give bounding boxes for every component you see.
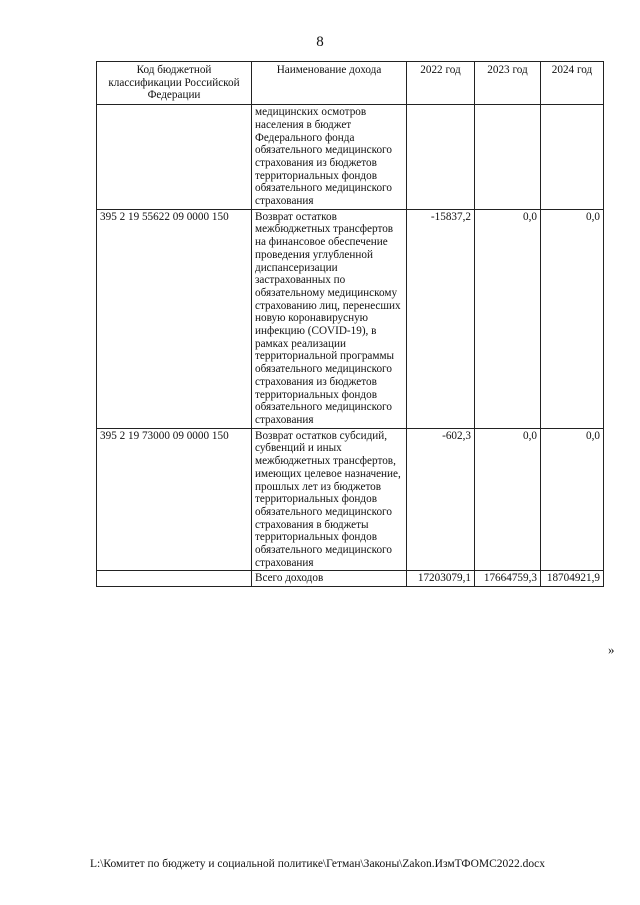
total-value-2022: 17203079,1 <box>407 571 475 587</box>
revenue-table <box>96 61 604 587</box>
row-code: 395 2 19 55622 09 0000 150 <box>97 209 252 428</box>
header-2023: 2023 год <box>475 62 541 105</box>
row-value-2024 <box>541 105 604 210</box>
total-value-2024: 18704921,9 <box>541 571 604 587</box>
row-value-2022: -15837,2 <box>407 209 475 428</box>
header-code: Код бюджетной классификации Российской Федерации <box>97 62 252 105</box>
table-row <box>97 428 604 571</box>
row-name: Возврат остатков межбюджетных трансфертов на финансовое обеспечение проведения углубленной диспансеризации застрахованных по обязательному медицинскому страхованию лиц, перенесших новую коронавирусную инфекцию (COVID-19), в рамках реализации территориальной программы обязательного медицинского страхования из бюджетов территориальных фондов обязательного медицинского страхования <box>252 209 407 428</box>
closing-quote: » <box>608 642 615 657</box>
row-name: медицинских осмотров населения в бюджет Федерального фонда обязательного медицинского страхования из бюджетов территориальных фондов обязательного медицинского страхования <box>252 105 407 210</box>
total-label: Всего доходов <box>252 571 407 587</box>
header-2022: 2022 год <box>407 62 475 105</box>
header-2024: 2024 год <box>541 62 604 105</box>
row-value-2022: -602,3 <box>407 428 475 571</box>
row-name: Возврат остатков субсидий, субвенций и иных межбюджетных трансфертов, имеющих целевое назначение, прошлых лет из бюджетов территориальных фондов обязательного медицинского страхования в бюджеты территориальных фондов обязательного медицинского страхования <box>252 428 407 571</box>
row-value-2023: 0,0 <box>475 428 541 571</box>
row-value-2024: 0,0 <box>541 209 604 428</box>
row-code <box>97 105 252 210</box>
table-row <box>97 105 604 210</box>
table-row <box>97 209 604 428</box>
row-code: 395 2 19 73000 09 0000 150 <box>97 428 252 571</box>
row-value-2023: 0,0 <box>475 209 541 428</box>
footer-file-path: L:\Комитет по бюджету и социальной политике\Гетман\Законы\Zakon.ИзмТФОМС2022.docx <box>90 858 546 870</box>
row-value-2023 <box>475 105 541 210</box>
total-code <box>97 571 252 587</box>
row-value-2022 <box>407 105 475 210</box>
row-value-2024: 0,0 <box>541 428 604 571</box>
total-row <box>97 571 604 587</box>
table-header-row <box>97 62 604 105</box>
header-name: Наименование дохода <box>252 62 407 105</box>
page-number: 8 <box>316 34 324 50</box>
total-value-2023: 17664759,3 <box>475 571 541 587</box>
